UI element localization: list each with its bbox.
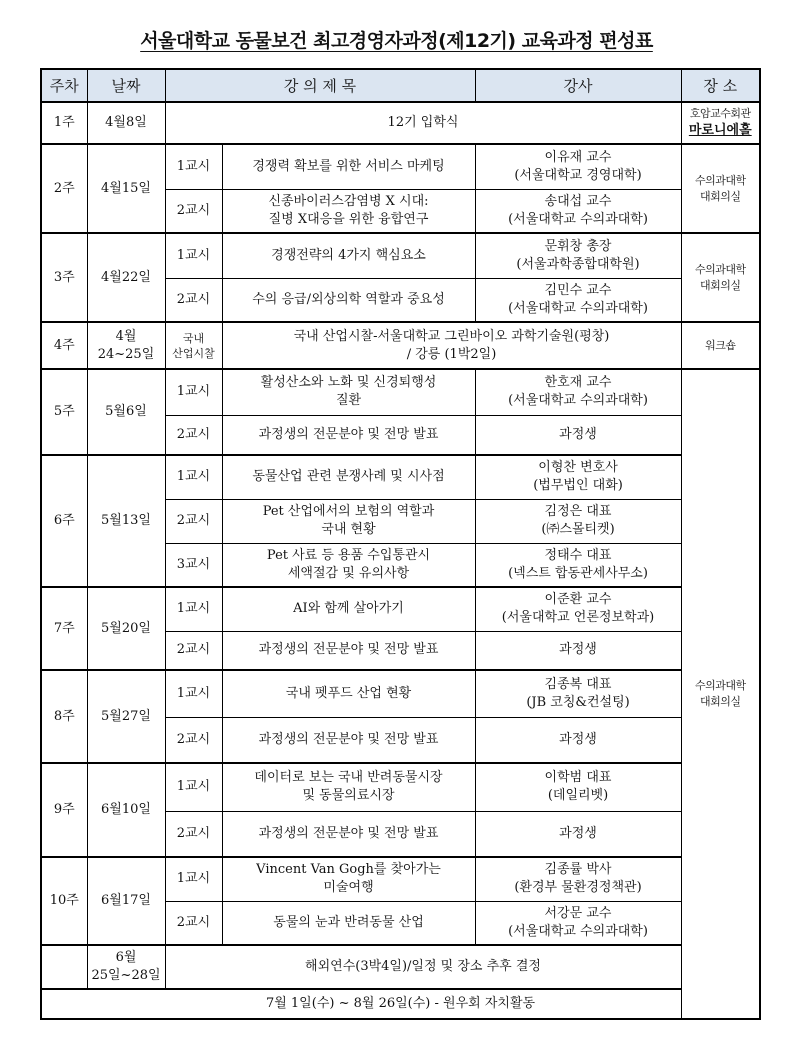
lecture-title: 질병 X대응을 위한 융합연구 (268, 211, 429, 227)
period-cell: 2교시 (165, 278, 222, 322)
period-cell: 1교시 (165, 455, 222, 499)
lecture-title: 질환 (335, 393, 362, 409)
lecturer-cell (475, 763, 681, 811)
lecture-title-cell (222, 233, 475, 278)
week-cell (41, 945, 87, 989)
lecturer-cell (475, 278, 681, 322)
date-cell: 4월15일 (87, 144, 165, 233)
venue-cell-shared (681, 369, 760, 1019)
lecture-title-cell: 국내 펫푸드 산업 현황 (222, 670, 475, 717)
table-row (41, 322, 760, 369)
date-cell: 5월20일 (87, 587, 165, 670)
lecturer-name: 서강문 교수 (544, 905, 612, 921)
header-lecture-title: 강 의 제 목 (165, 69, 475, 102)
period-cell: 1교시 (165, 857, 222, 901)
table-row (41, 587, 760, 631)
lecture-title-cell (222, 189, 475, 233)
venue-cell (681, 233, 760, 322)
event-line: 국내 산업시찰-서울대학교 그린바이오 과학기술원(평창) (293, 328, 610, 344)
lecture-title: Pet 사료 등 용품 수입통관시 (266, 547, 431, 563)
week-cell: 7주 (41, 587, 87, 670)
lecturer-cell (475, 144, 681, 189)
week-cell: 10주 (41, 857, 87, 945)
lecturer-name: 김종률 박사 (544, 862, 612, 878)
date-line: 4월 (115, 328, 137, 344)
table-row (41, 455, 760, 499)
lecturer-affiliation: (서울대학교 수의과대학) (508, 393, 648, 409)
lecture-title-cell (222, 144, 475, 189)
lecture-title-cell (222, 543, 475, 587)
table-row (41, 369, 760, 415)
lecture-title: 신종바이러스감염병 X 시대: (268, 193, 429, 209)
lecturer-name: 이준환 교수 (544, 592, 612, 608)
lecturer-affiliation: (서울대학교 수의과대학) (508, 300, 648, 316)
lecturer-name: 김정은 대표 (544, 504, 612, 519)
lecturer-cell: 과정생 (475, 631, 681, 670)
period-cell: 1교시 (165, 670, 222, 717)
period-cell: 1교시 (165, 369, 222, 415)
venue-line: 수의과대학 (694, 173, 746, 187)
week-cell: 8주 (41, 670, 87, 763)
lecture-title-cell (222, 763, 475, 811)
lecture-title: 데이터로 보는 국내 반려동물시장 (254, 770, 443, 786)
lecturer-affiliation: (법무법인 대화) (533, 478, 623, 494)
lecturer-affiliation: (서울대학교 언론정보학과) (501, 610, 655, 626)
event-cell (222, 322, 681, 369)
week-cell: 4주 (41, 322, 87, 369)
date-cell: 5월6일 (87, 369, 165, 455)
lecturer-cell (475, 189, 681, 233)
period-cell: 1교시 (165, 233, 222, 278)
period-cell: 2교시 (165, 631, 222, 670)
lecturer-affiliation: (JB 코칭&컨설팅) (526, 694, 630, 710)
header-venue: 장 소 (681, 69, 760, 102)
table-row (41, 670, 760, 717)
lecturer-cell (475, 543, 681, 587)
date-cell: 4월22일 (87, 233, 165, 322)
lecture-title: 국내 현황 (321, 522, 376, 537)
date-cell: 6월17일 (87, 857, 165, 945)
week-cell: 1주 (41, 102, 87, 144)
table-row (41, 102, 760, 144)
lecturer-cell: 과정생 (475, 717, 681, 763)
lecture-title-cell: 동물의 눈과 반려동물 산업 (222, 901, 475, 945)
venue-line: 대회의실 (700, 695, 741, 708)
event-line: / 강릉 (1박2일) (406, 346, 497, 362)
lecturer-affiliation: (서울대학교 수의과대학) (508, 211, 648, 227)
lecture-title-cell: 과정생의 전문분야 및 전망 발표 (222, 415, 475, 455)
lecturer-cell (475, 369, 681, 415)
lecturer-name: 송대섭 교수 (544, 193, 612, 209)
lecturer-name: 이유재 교수 (544, 149, 612, 165)
footer-note: 7월 1일(수) ~ 8월 26일(수) - 원우회 자치활동 (41, 989, 760, 1019)
lecture-title: 경쟁력 확보를 위한 서비스 마케팅 (252, 158, 445, 174)
period-cell: 2교시 (165, 189, 222, 233)
table-row (41, 233, 760, 278)
lecturer-name: 정태수 대표 (544, 547, 612, 563)
lecture-title-cell: 과정생의 전문분야 및 전망 발표 (222, 631, 475, 670)
week-cell: 5주 (41, 369, 87, 455)
lecturer-affiliation: (환경부 물환경정책관) (514, 880, 642, 896)
document-title (0, 26, 793, 53)
lecture-title-cell (222, 369, 475, 415)
table-row (41, 857, 760, 901)
lecturer-name: 이형찬 변호사 (538, 460, 618, 476)
venue-line: 대회의실 (700, 189, 741, 203)
lecture-title-cell (222, 857, 475, 901)
period-cell: 1교시 (165, 763, 222, 811)
lecturer-cell (475, 499, 681, 543)
header-lecturer: 강사 (475, 69, 681, 102)
lecture-title: 세액절감 및 유의사항 (287, 565, 410, 581)
lecture-title: 수의 응급/외상의학 역할과 중요성 (252, 291, 445, 307)
date-cell: 5월27일 (87, 670, 165, 763)
venue-hall-name: 마로니에홀 (688, 123, 752, 138)
period-line: 산업시찰 (172, 346, 215, 360)
venue-line: 대회의실 (700, 278, 741, 292)
date-cell: 6월10일 (87, 763, 165, 857)
period-cell (165, 322, 222, 369)
venue-cell (681, 102, 760, 144)
lecturer-cell: 과정생 (475, 811, 681, 857)
lecturer-affiliation: (㈜스몰티켓) (541, 522, 615, 537)
date-line: 6월 (115, 950, 137, 965)
table-header-row (41, 69, 760, 102)
lecture-title-cell: 동물산업 관련 분쟁사례 및 시사점 (222, 455, 475, 499)
lecture-title-cell (222, 499, 475, 543)
lecturer-cell (475, 233, 681, 278)
table-row (41, 763, 760, 811)
date-cell (87, 322, 165, 369)
venue-line: 수의과대학 (694, 262, 746, 276)
lecturer-affiliation: (넥스트 합동관세사무소) (508, 565, 648, 581)
date-line: 25일~28일 (91, 968, 161, 983)
period-cell: 3교시 (165, 543, 222, 587)
event-cell: 해외연수(3박4일)/일정 및 장소 추후 결정 (165, 945, 681, 989)
header-date: 날짜 (87, 69, 165, 102)
period-cell: 1교시 (165, 144, 222, 189)
lecturer-affiliation: (서울대학교 수의과대학) (508, 923, 648, 939)
curriculum-table (40, 68, 761, 1020)
period-cell: 2교시 (165, 811, 222, 857)
lecturer-name: 한호재 교수 (544, 375, 612, 391)
lecture-title: 활성산소와 노화 및 신경퇴행성 (260, 375, 437, 391)
week-cell: 9주 (41, 763, 87, 857)
lecturer-affiliation: (서울과학종합대학원) (516, 256, 640, 272)
lecturer-cell: 과정생 (475, 415, 681, 455)
lecture-title-cell (222, 278, 475, 322)
date-line: 24~25일 (97, 346, 155, 362)
table-row (41, 945, 760, 989)
header-week: 주차 (41, 69, 87, 102)
lecturer-cell (475, 455, 681, 499)
lecture-title-cell: 과정생의 전문분야 및 전망 발표 (222, 811, 475, 857)
venue-line: 호암교수회관 (689, 107, 751, 120)
date-cell: 4월8일 (87, 102, 165, 144)
lecturer-name: 문휘창 총장 (544, 238, 612, 254)
period-cell: 2교시 (165, 717, 222, 763)
lecture-title: 미술여행 (323, 880, 374, 896)
lecture-title-cell: 과정생의 전문분야 및 전망 발표 (222, 717, 475, 763)
lecturer-affiliation: (서울대학교 경영대학) (514, 167, 642, 183)
week-cell: 3주 (41, 233, 87, 322)
period-cell: 1교시 (165, 587, 222, 631)
venue-line: 수의과대학 (694, 679, 746, 692)
lecturer-cell (475, 901, 681, 945)
table-row (41, 144, 760, 189)
week-cell: 6주 (41, 455, 87, 587)
lecturer-affiliation: (데일리벳) (547, 788, 609, 804)
event-cell: 12기 입학식 (165, 102, 681, 144)
period-cell: 2교시 (165, 901, 222, 945)
period-line: 국내 (182, 331, 205, 345)
lecturer-name: 김종복 대표 (544, 676, 612, 692)
lecture-title: Pet 산업에서의 보험의 역할과 (262, 504, 435, 519)
lecturer-cell (475, 857, 681, 901)
week-cell: 2주 (41, 144, 87, 233)
period-cell: 2교시 (165, 415, 222, 455)
table-footer-row (41, 989, 760, 1019)
period-cell: 2교시 (165, 499, 222, 543)
venue-cell (681, 144, 760, 233)
date-cell: 5월13일 (87, 455, 165, 587)
lecture-title: Vincent Van Gogh를 찾아가는 (256, 862, 441, 878)
lecturer-cell (475, 670, 681, 717)
page-title: 서울대학교 동물보건 최고경영자과정(제12기) 교육과정 편성표 (140, 30, 653, 52)
lecture-title-cell: AI와 함께 살아가기 (222, 587, 475, 631)
lecturer-name: 김민수 교수 (544, 282, 612, 298)
lecture-title: 경쟁전략의 4가지 핵심요소 (271, 247, 426, 263)
lecturer-name: 이학범 대표 (544, 770, 612, 786)
venue-cell: 워크숍 (681, 322, 760, 369)
date-cell (87, 945, 165, 989)
lecture-title: 및 동물의료시장 (302, 788, 395, 804)
lecturer-cell (475, 587, 681, 631)
